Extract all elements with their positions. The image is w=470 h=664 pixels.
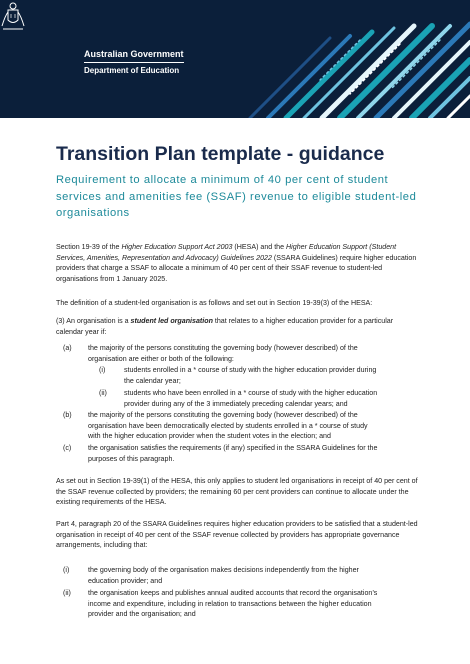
department-name: Department of Education: [84, 66, 180, 75]
intro-part3: (SSARA Guidelines) require higher education providers that charge a SSAF to allocate a minimum of 40 per cent of their SSAF revenue to student-led organisations from 1 January 2025.: [56, 253, 417, 283]
page-subtitle: Requirement to allocate a minimum of 40 per cent of student services and amenities fee (SSAF) revenue to eligible student-led organisations: [56, 174, 417, 219]
list-label-a: (a): [63, 344, 72, 352]
gov-list-label-ii: (ii): [63, 589, 71, 597]
list-label-a-i: (i): [99, 366, 106, 374]
clause-part1: (3) An organisation is a: [56, 317, 131, 325]
list-a-ii-line1: students who have been enrolled in a * course of study with the higher education: [124, 389, 378, 397]
list-b-line2: organisation have been democratically elected by students enrolled in a * course of study: [88, 421, 368, 430]
gov-list-ii-line3: provider and the organisation; and: [88, 610, 196, 619]
gov-list-i-line1: the governing body of the organisation makes decisions independently from the higher: [88, 566, 359, 574]
government-logo-text: [84, 48, 184, 76]
definition-intro: The definition of a student-led organisation is as follows and set out in Section 19-39(3) of the HESA:: [56, 299, 373, 307]
header-banner: [0, 0, 470, 118]
intro-part2: (HESA) and the: [232, 243, 287, 251]
setout-paragraph: As set out in Section 19-39(1) of the HESA, this only applies to student led organisations in receipt of 40 per cent of the SSAF revenue collected by providers; the remaining 60 per cent providers can continue to allocate under the existing requirements of the HESA.: [56, 477, 418, 507]
clause-part2: that relates to a higher education provider for a particular calendar year if:: [56, 317, 394, 336]
list-c-line1: the organisation satisfies the requirements (if any) specified in the SSARA Guidelines for the: [88, 444, 378, 452]
list-b-line3: with the higher education provider when the student votes in the election; and: [88, 432, 331, 441]
intro-part1: Section 19-39 of the: [56, 243, 122, 251]
list-label-b: (b): [63, 411, 72, 419]
list-label-c: (c): [63, 444, 72, 452]
clause-3: [56, 316, 421, 337]
list-a-line2: organisation are either or both of the following:: [88, 354, 234, 363]
gov-list-ii-line2: income and expenditure, including in relation to transactions between the higher education: [88, 599, 372, 608]
title-block: [56, 142, 418, 222]
list-a-line1: the majority of the persons constituting the governing body (however described) of the: [88, 344, 358, 352]
gov-list-ii-line1: the organisation keeps and publishes annual audited accounts that record the organisation’s: [88, 589, 378, 597]
page-title: Transition Plan template - guidance: [56, 143, 385, 165]
list-a-i-line2: the calendar year;: [124, 376, 181, 385]
act-name: Higher Education Support Act 2003: [121, 243, 233, 251]
clause-term: student led organisation: [130, 317, 213, 325]
list-a-i-line1: students enrolled in a * course of study with the higher education provider during: [124, 366, 377, 374]
guidelines-name: Higher Education Support (Student Services, Amenities, Representation and Advocacy) Guidelines 2022: [56, 243, 397, 262]
gov-name: Australian Government: [84, 49, 184, 59]
gov-list-label-i: (i): [63, 566, 70, 574]
list-c-line2: purposes of this paragraph.: [88, 454, 175, 463]
list-a-ii-line2: provider during any of the 3 immediately preceding calendar years; and: [124, 399, 348, 408]
logo-divider: [84, 62, 184, 63]
list-label-a-ii: (ii): [99, 389, 107, 397]
intro-paragraph: [56, 242, 421, 284]
gov-list-i-line2: education provider; and: [88, 576, 163, 585]
decorative-stripes: [0, 0, 470, 118]
part4-paragraph: Part 4, paragraph 20 of the SSARA Guidelines requires higher education providers to be satisfied that a student-led organisation in receipt of 40 per cent of the SSAF revenue collected by providers has appropriate governance arrangements, including that:: [56, 520, 418, 550]
list-b-line1: the majority of the persons constituting the governing body (however described) of the: [88, 411, 358, 419]
coat-of-arms-icon: [0, 0, 26, 32]
